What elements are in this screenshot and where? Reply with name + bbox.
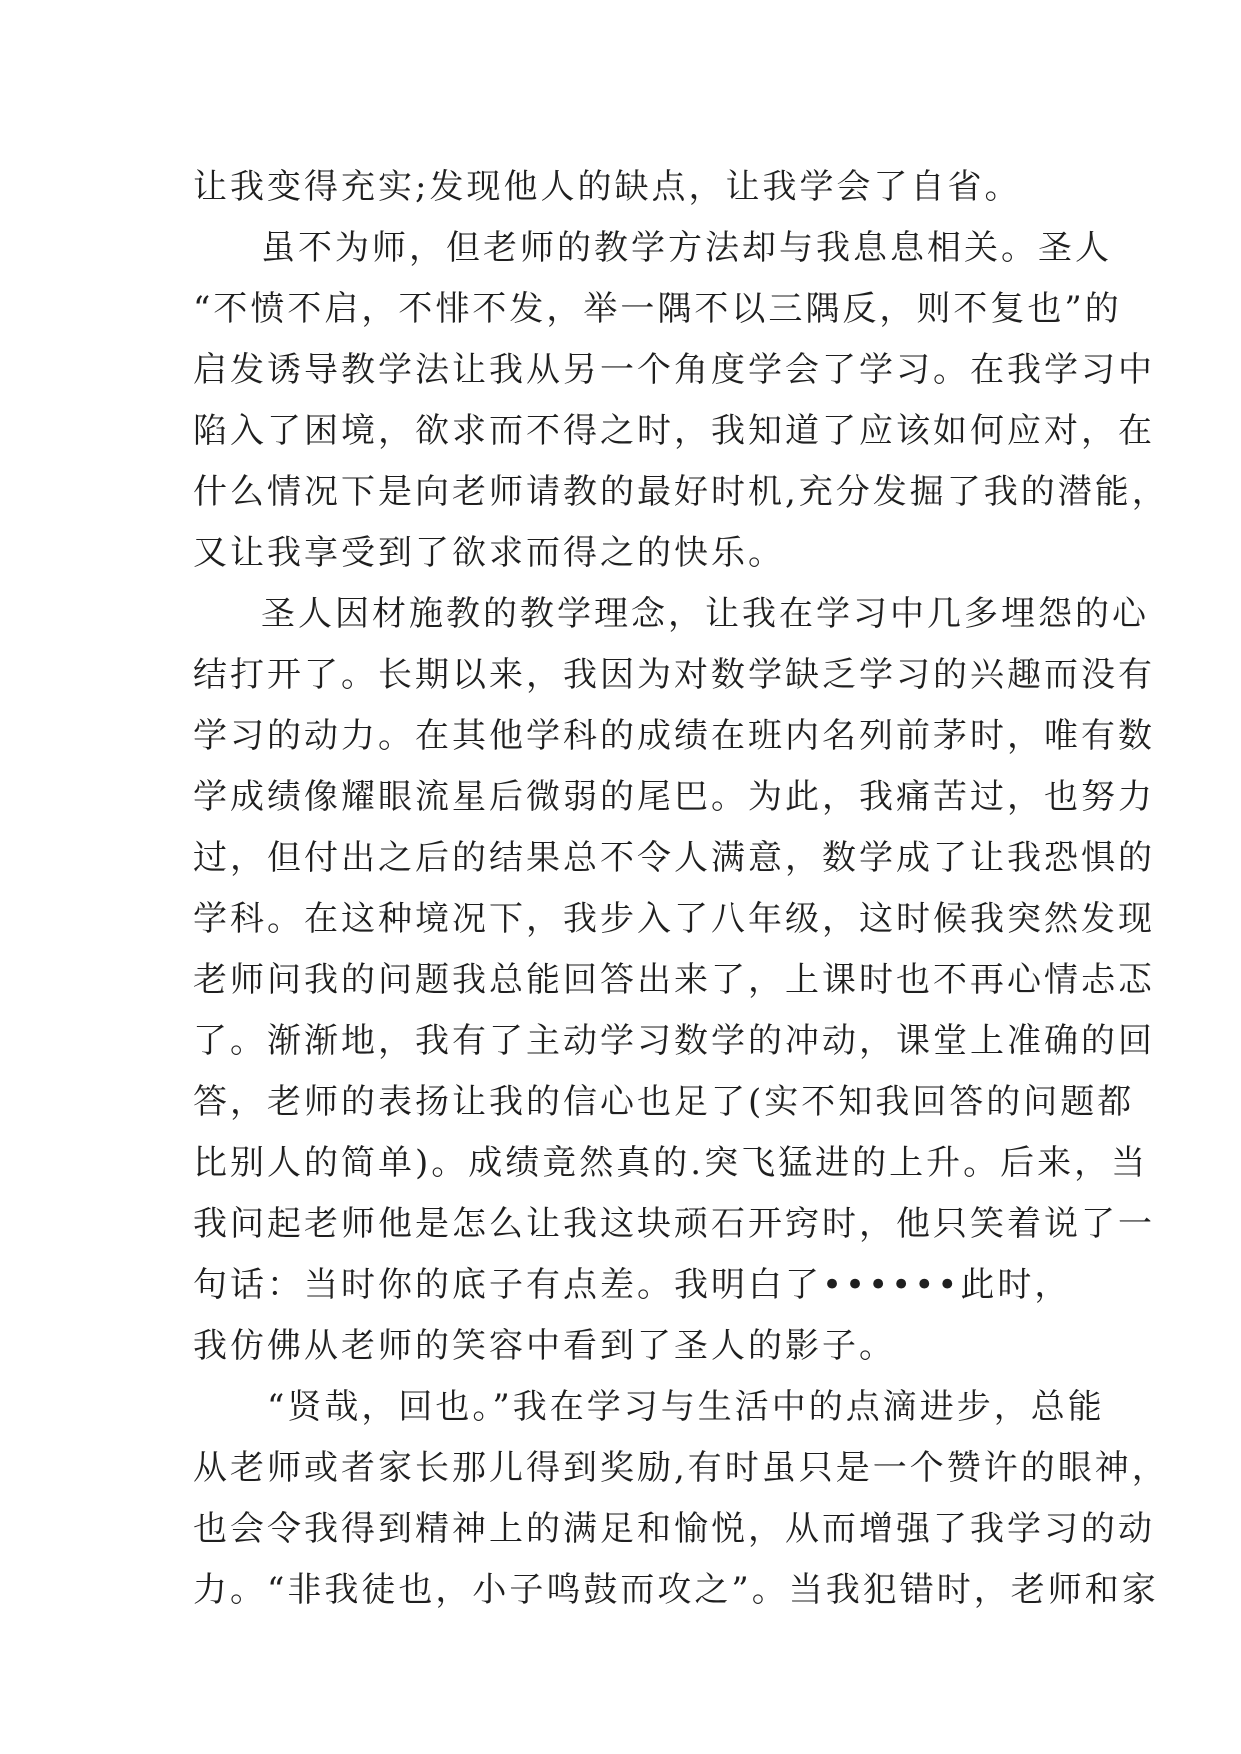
text-line: 陷入了困境，欲求而不得之时，我知道了应该如何应对，在 (193, 411, 1155, 451)
body-text (193, 157, 1169, 1621)
text-line: “不愤不启，不悱不发，举一隅不以三隅反，则不复也”的 (193, 289, 1122, 329)
text-line: 学习的动力。在其他学科的成绩在班内名列前茅时，唯有数 (193, 716, 1155, 756)
text-line: 力。“非我徒也，小子鸣鼓而攻之”。当我犯错时，老师和家 (193, 1570, 1159, 1610)
text-line: 启发诱导教学法让我从另一个角度学会了学习。在我学习中 (193, 350, 1155, 390)
text-line: 让我变得充实;发现他人的缺点，让我学会了自省。 (193, 167, 1022, 207)
paragraph-start-line: 虽不为师，但老师的教学方法却与我息息相关。圣人 (261, 228, 1112, 268)
text-line: 比别人的简单)。成绩竟然真的.突飞猛进的上升。后来，当 (193, 1143, 1149, 1183)
paragraph-start-line: 圣人因材施教的教学理念，让我在学习中几多埋怨的心 (261, 594, 1149, 634)
text-line: 结打开了。长期以来，我因为对数学缺乏学习的兴趣而没有 (193, 655, 1155, 695)
text-line: 什么情况下是向老师请教的最好时机,充分发掘了我的潜能， (193, 472, 1169, 512)
text-line: 过，但付出之后的结果总不令人满意，数学成了让我恐惧的 (193, 838, 1155, 878)
text-line: 学科。在这种境况下，我步入了八年级，这时候我突然发现 (193, 899, 1155, 939)
text-line: 句话：当时你的底子有点差。我明白了••••••此时， (193, 1265, 1072, 1305)
text-line: 老师问我的问题我总能回答出来了，上课时也不再心情忐忑 (193, 960, 1155, 1000)
text-line: 又让我享受到了欲求而得之的快乐。 (193, 533, 785, 573)
text-line: 我问起老师他是怎么让我这块顽石开窍时，他只笑着说了一 (193, 1204, 1155, 1244)
text-line: 也会令我得到精神上的满足和愉悦，从而增强了我学习的动 (193, 1509, 1155, 1549)
paragraph-start-line: “贤哉，回也。”我在学习与生活中的点滴进步，总能 (267, 1387, 1105, 1427)
text-line: 答，老师的表扬让我的信心也足了(实不知我回答的问题都 (193, 1082, 1135, 1122)
text-line: 了。渐渐地，我有了主动学习数学的冲动，课堂上准确的回 (193, 1021, 1155, 1061)
text-line: 从老师或者家长那儿得到奖励,有时虽只是一个赞许的眼神， (193, 1448, 1169, 1488)
text-line: 学成绩像耀眼流星后微弱的尾巴。为此，我痛苦过，也努力 (193, 777, 1155, 817)
text-line: 我仿佛从老师的笑容中看到了圣人的影子。 (193, 1326, 896, 1366)
